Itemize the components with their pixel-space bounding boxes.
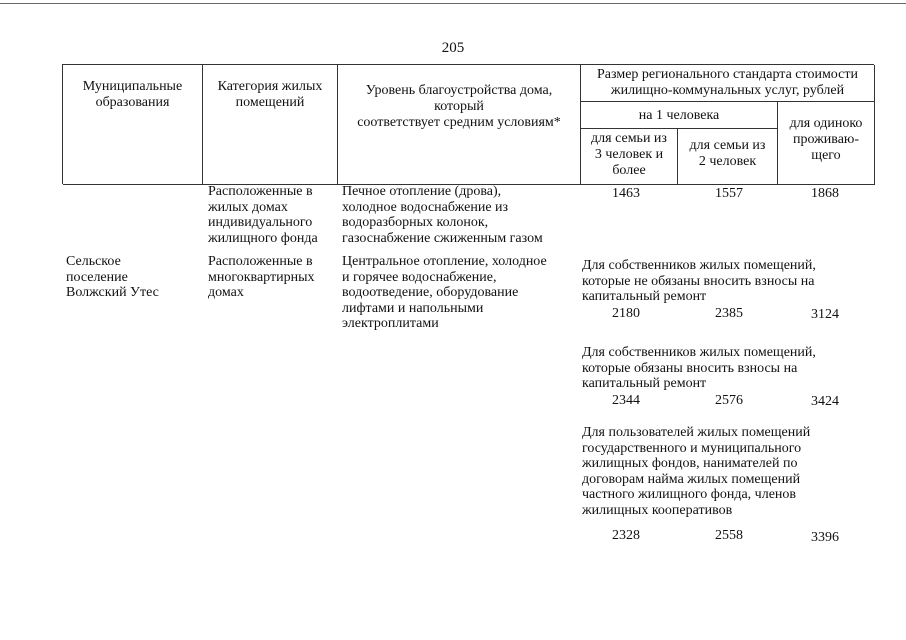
page-number: 205: [441, 40, 465, 56]
group-owners-not-obliged: Для собственников жилых помещений, которые не обязаны вносить взносы на капитальный ремонт: [582, 258, 816, 304]
value-family2: 2558: [715, 528, 743, 543]
value-single: 3124: [811, 307, 839, 322]
value-single: 3424: [811, 394, 839, 409]
header-municipal: Муниципальные образования: [63, 65, 203, 185]
table-header: [62, 64, 874, 184]
header-per-person: на 1 человека: [581, 102, 778, 129]
top-edge-line: [0, 3, 906, 4]
value-family3: 1463: [612, 186, 640, 201]
value-family3: 2344: [612, 393, 640, 408]
value-family2: 2576: [715, 393, 743, 408]
value-family2: 2385: [715, 306, 743, 321]
header-family2: для семьи из 2 человек: [678, 129, 778, 185]
group-tenants-and-users: Для пользователей жилых помещений государственного и муниципального жилищных фондов, нанимателей по договорам найма жилых помещений частного жилищного фонда, членов жилищных кооперативов: [582, 425, 811, 518]
value-family3: 2328: [612, 528, 640, 543]
group-owners-obliged: Для собственников жилых помещений, которые обязаны вносить взносы на капитальный ремонт: [582, 345, 816, 391]
header-standard: Размер регионального стандарта стоимости жилищно-коммунальных услуг, рублей: [581, 65, 875, 102]
header-category: Категория жилых помещений: [203, 65, 338, 185]
header-level: Уровень благоустройства дома, который соответствует средним условиям*: [338, 65, 581, 185]
value-family3: 2180: [612, 306, 640, 321]
municipality-name: Сельское поселение Волжский Утес: [66, 254, 159, 300]
value-family2: 1557: [715, 186, 743, 201]
level-stove-heating: Печное отопление (дрова), холодное водоснабжение из водоразборных колонок, газоснабжение сжиженным газом: [342, 184, 543, 246]
value-single: 1868: [811, 186, 839, 201]
header-single: для одиноко проживаю- щего: [778, 102, 875, 185]
header-family3: для семьи из 3 человек и более: [581, 129, 678, 185]
value-single: 3396: [811, 530, 839, 545]
category-individual: Расположенные в жилых домах индивидуального жилищного фонда: [208, 184, 318, 246]
category-apartment: Расположенные в многоквартирных домах: [208, 254, 315, 300]
level-central-heating: Центральное отопление, холодное и горячее водоснабжение, водоотведение, оборудование лифтами и напольными электроплитами: [342, 254, 547, 331]
